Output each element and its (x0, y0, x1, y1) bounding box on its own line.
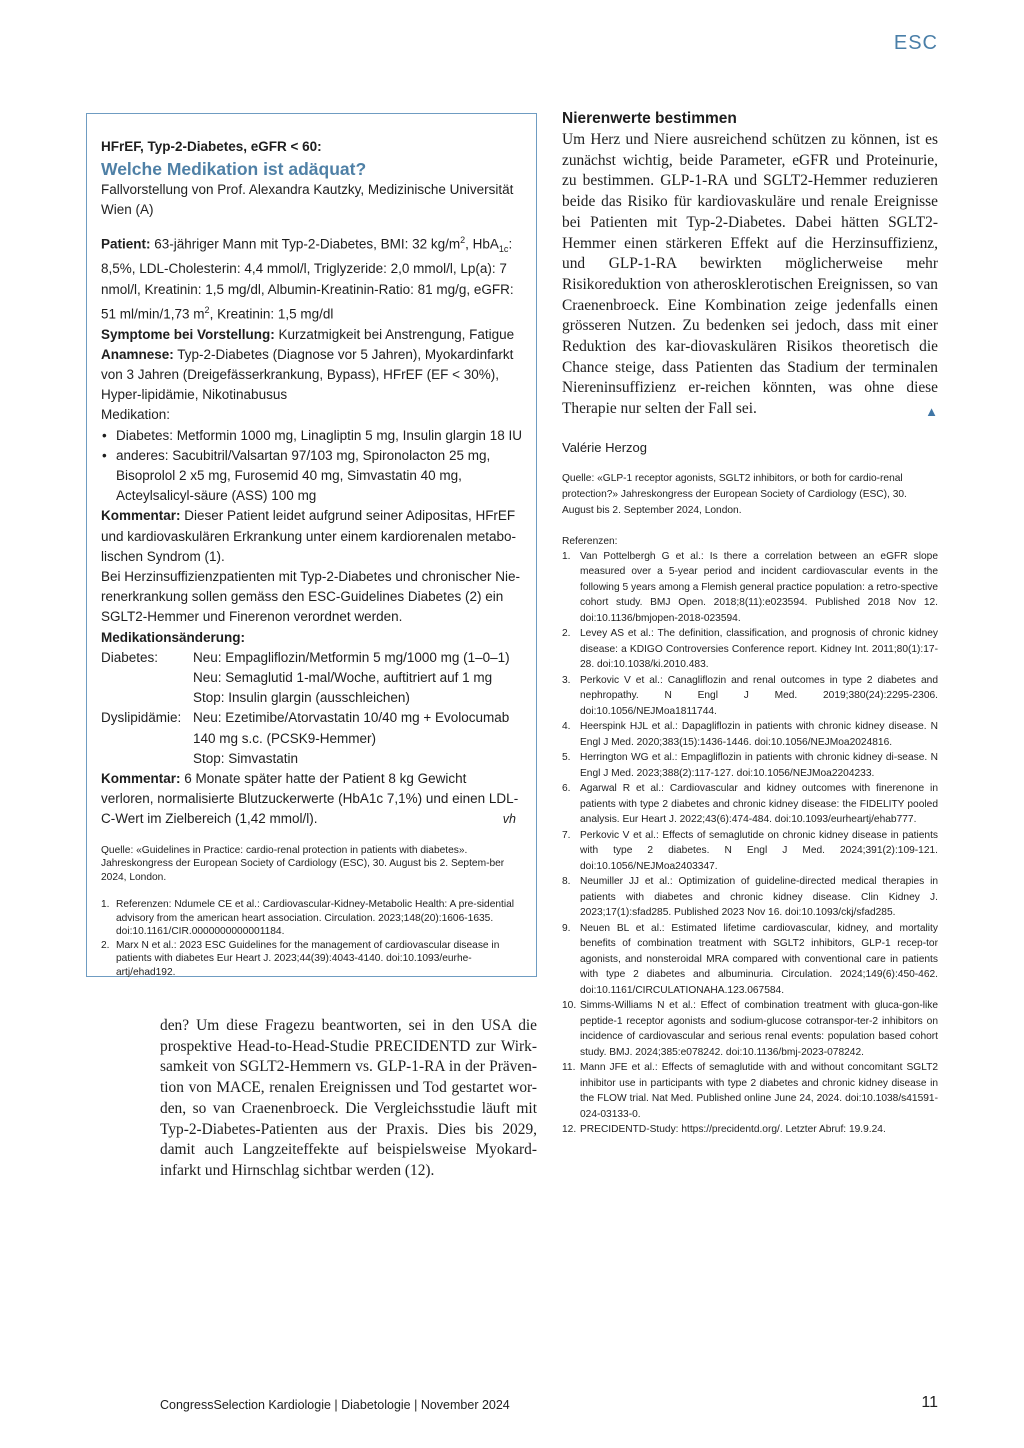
comment-2-label: Kommentar: (101, 770, 181, 786)
reference-text: Neumiller JJ et al.: Optimization of guideline-directed medical therapies in patients with diabetes and chronic kidney disease. Clin Kidney J. 2023;17(1):sfad285. Published 2023 Nov 16. doi:10.1093/ckj/sfad285. (580, 876, 938, 919)
reference-item (562, 874, 938, 921)
change-item: Neu: Semaglutid 1-mal/Woche, auftitriert auf 1 mg (193, 669, 493, 685)
anamnesis-text: Typ-2-Diabetes (Diagnose vor 5 Jahren), Myokardinfarkt von 3 Jahren (Dreigefässerkrankung, Bypass), HFrEF (EF < 30%), Hyper-lipidämie, Nikotinabusus (101, 346, 514, 403)
medication-item: • anderes: Sacubitril/Valsartan 97/103 mg, Spironolacton 25 mg, Bisoprolol 2 x5 mg, Furosemid 40 mg, Simvastatin 40 mg, Acteylsalicyl-säure (ASS) 100 mg (101, 446, 522, 507)
page-number: 11 (921, 1394, 938, 1411)
anamnesis-paragraph (101, 345, 522, 406)
footer-publication: CongressSelection Kardiologie | Diabetologie | November 2024 (160, 1398, 510, 1412)
reference-text: Levey AS et al.: The definition, classification, and prognosis of chronic kidney disease: a KDIGO Controversies Conference report. Kidney Int. 2011;80(1):17-28. doi:10.1038/ki.2010.483. (580, 628, 938, 671)
reference-number: 4. (562, 721, 571, 733)
reference-number: 2. (101, 939, 110, 951)
reference-item (562, 828, 938, 875)
patient-label: Patient: (101, 236, 151, 252)
patient-paragraph (101, 230, 522, 325)
symptoms-label: Symptome bei Vorstellung: (101, 326, 275, 342)
end-mark-icon: ▲ (925, 404, 938, 420)
reference-item (562, 998, 938, 1060)
reference-text: Perkovic V et al.: Canagliflozin and renal outcomes in type 2 diabetes and nephropathy. N Engl J Med. 2019;380(24):2295-2306. doi:10.1056/NEJMoa1811744. (580, 674, 938, 717)
comment-1-label: Kommentar: (101, 508, 181, 524)
reference-text: Mann JFE et al.: Effects of semaglutide with and without concomitant SGLT2 inhibitor use in participants with type 2 diabetes and chronic kidney disease in the FLOW trial. Nat Med. Published online June 24, 2024. doi:10.1038/s41591-024-03133-0. (580, 1062, 938, 1120)
patient-sup-2: 2 (204, 304, 210, 315)
reference-text: Simms-Williams N et al.: Effect of combination treatment with gluca-gon-like peptide-1 receptor agonists and sodium-glucose cotranspor-ter-2 inhibitors on incidence of cardiovascular and serious renal events: population based cohort study. BMJ. 2024;385:e078242. doi:10.1136/bmj-2023-078242. (580, 1000, 938, 1058)
patient-text-a: 63-jähriger Mann mit Typ-2-Diabetes, BMI: 32 kg/m (150, 236, 461, 252)
reference-text: Van Pottelbergh G et al.: Is there a correlation between an eGFR slope measured over a 5-year period and incident cardiovascular events in the following 5 years among a Flemish general practice population: a retro-spective cohort study. BMJ Open. 2018;8(11):e023594. Published 2018 Nov 12. doi:10.1136/bmjopen-2018-023594. (580, 550, 938, 624)
comment-1-paragraph (101, 506, 522, 567)
reference-number: 3. (562, 674, 571, 686)
reference-text: Neuen BL et al.: Estimated lifetime cardiovascular, kidney, and mortality benefits of combination treatment with SGLT2 inhibitors, GLP-1 recep-tor agonists, and nonsteroidal MRA compared with conventional care in patients with type 2 diabetes and albuminuria. Circulation. 2024;149(6):450-462. doi:10.1161/CIRCULATIONAHA.123.067584. (580, 922, 938, 996)
reference-number: 1. (101, 899, 110, 911)
reference-number: 8. (562, 876, 571, 888)
box-references (101, 898, 522, 979)
patient-sup: 2 (460, 235, 466, 245)
case-report-box (86, 113, 537, 977)
reference-item (101, 898, 522, 939)
symptoms-text: Kurzatmigkeit bei Anstrengung, Fatigue (274, 326, 515, 342)
section-body-text: Um Herz und Niere ausreichend schützen zu können, ist es zunächst wichtig, beide Parameter, eGFR und Proteinurie, zu bestimmen. GLP-1-RA und SGLT2-Hemmer reduzieren beide das Risiko für kardiovaskuläre und renale Ereignisse bei Patienten mit Typ-2-Diabetes. Dabei hätten SGLT2-Hemmer einen stärkeren Effekt auf die Herzinsuffizienz, und GLP-1-RA bewirkten möglicherweise mehr Risikoreduktion von atherosklerotischen Ereignissen, so van Craenenbroeck. Eine Kombination zeige jedenfalls einen grösseren Nutzen. Zu bedenken sei jedoch, dass mit einer Reduktion des kar-diovaskulären Risikos theoretisch die Chance steige, dass Patienten das Stadium der terminalen Niereninsuffizienz er-reichen könnten, was ohne diese Therapie nur selten der Fall sei. (562, 131, 938, 418)
anamnesis-label: Anamnese: (101, 346, 174, 362)
reference-text: Herrington WG et al.: Empagliflozin in patients with chronic kidney di-sease. N Engl J Med. 2023;388(2):117-127. doi:10.1056/NEJMoa2204233. (580, 752, 938, 779)
medication-item: • Diabetes: Metformin 1000 mg, Linagliptin 5 mg, Insulin glargin 18 IU (101, 426, 522, 446)
change-item: Neu: Ezetimibe/Atorvastatin 10/40 mg + Evolocumab 140 mg s.c. (PCSK9-Hemmer) (193, 710, 510, 746)
reference-item (562, 781, 938, 828)
guideline-paragraph: Bei Herzinsuffizienzpatienten mit Typ-2-Diabetes und chronischer Nie-renerkrankung sollen gemäss den ESC-Guidelines Diabetes (2) ein SGLT2-Hemmer und Finerenon verordnet werden. (101, 568, 520, 625)
patient-text-d: , Kreatinin: 1,5 mg/dl (209, 306, 334, 322)
reference-item (562, 750, 938, 781)
comment-2-text: 6 Monate später hatte der Patient 8 kg Gewicht verloren, normalisierte Blutzuckerwerte (HbA1c 7,1%) und einen LDL-C-Wert im Zielbereich (1,42 mmol/l). (101, 770, 519, 827)
comment-1-text: Dieser Patient leidet aufgrund seiner Adipositas, HFrEF und kardiovaskulären Erkrankung unter einem kardiorenalen metabo-lischen Syndrom (1). (101, 508, 516, 564)
change-items (193, 708, 522, 769)
case-kicker: HFrEF, Typ-2-Diabetes, eGFR < 60: (101, 139, 322, 154)
change-item: Neu: Empagliflozin/Metformin 5 mg/1000 mg (1–0–1) (193, 649, 510, 665)
patient-text-c: : 8,5%, LDL-Cholesterin: 4,4 mmol/l, Triglyzeride: 2,0 mmol/l, Lp(a): 7 nmol/l, Kreatinin: 1,5 mg/dl, Albumin-Kreatinin-Ratio: 81 mg/g, eGFR: 51 ml/min/1,73 m (101, 236, 514, 322)
reference-item (101, 939, 522, 980)
reference-text: Perkovic V et al.: Effects of semaglutide on chronic kidney disease in patients with type 2 diabetes. N Engl J Med. 2024;391(2):109-121. doi:10.1056/NEJMoa2403347. (580, 829, 938, 872)
continued-paragraph: den? Um diese Fragezu beantworten, sei in den USA die prospektive Head-to-Head-Studie PRECIDENTD zur Wirk-samkeit von SGLT2-Hemmern vs. GLP-1-RA in der Präven-tion von MACE, renalen Ereignissen und Tod gestartet wor-den, so van Craenenbroeck. Die Vergleichsstudie läuft mit Typ-2-Diabetes-Patienten aus der Praxis. Dies bis 2029, damit auch Langzeiteffekte auf beispielsweise Myokard-infarkt und Hirnschlag sichtbar werden (12). (160, 1017, 537, 1179)
medication-label: Medikation: (101, 407, 171, 423)
reference-text: PRECIDENTD-Study: https://precidentd.org/. Letzter Abruf: 19.9.24. (580, 1124, 886, 1136)
references-list (562, 549, 938, 1138)
author-signature: vh (502, 812, 516, 827)
section-tag: ESC (893, 32, 938, 54)
reference-item (562, 1060, 938, 1122)
reference-item (562, 1122, 938, 1138)
change-item: Stop: Simvastatin (193, 750, 299, 766)
comment-2-paragraph (101, 769, 522, 830)
change-row-diabetes (101, 648, 522, 709)
reference-text: Agarwal R et al.: Cardiovascular and kidney outcomes with finerenone in patients with type 2 diabetes and chronic kidney disease: the FIDELITY pooled analysis. Eur Heart J. 2022;43(6):474-484. doi:10.1093/eurheartj/ehab777. (580, 783, 938, 826)
reference-item (562, 921, 938, 999)
box-source: Quelle: «Guidelines in Practice: cardio-renal protection in patients with diabetes». Jahreskongress der European Society of Cardiology (ESC), 30. August bis 2. Septem-ber 2024, London. (101, 844, 505, 883)
reference-number: 5. (562, 752, 571, 764)
patient-sub: 1c (498, 244, 509, 255)
reference-number: 7. (562, 829, 571, 841)
case-presenter: Fallvorstellung von Prof. Alexandra Kautzky, Medizinische Universität Wien (A) (101, 182, 514, 217)
change-row-dyslipidemia (101, 708, 522, 769)
change-category: Dyslipidämie: (101, 710, 182, 726)
reference-item (562, 719, 938, 750)
reference-text: Marx N et al.: 2023 ESC Guidelines for the management of cardiovascular disease in patients with diabetes Eur Heart J. 2023;44(39):4043-4140. doi:10.1093/eurhe-artj/ehad192. (116, 939, 500, 978)
change-items (193, 648, 522, 709)
section-heading: Nierenwerte bestimmen (562, 110, 737, 127)
medication-list (101, 426, 522, 507)
reference-number: 2. (562, 628, 571, 640)
section-body (562, 130, 938, 420)
case-title: Welche Medikation ist adäquat? (101, 159, 367, 179)
case-body (101, 230, 522, 830)
patient-text-b: , HbA (465, 236, 499, 252)
changes-label (101, 628, 522, 648)
reference-number: 10. (562, 1000, 577, 1012)
reference-number: 1. (562, 550, 571, 562)
reference-item (562, 549, 938, 627)
changes-label-text: Medikationsänderung: (101, 629, 246, 645)
references-title: Referenzen: (562, 535, 618, 547)
reference-number: 11. (562, 1062, 576, 1074)
change-item: Stop: Insulin glargin (ausschleichen) (193, 690, 410, 706)
reference-item (562, 673, 938, 720)
reference-number: 12. (562, 1124, 577, 1136)
reference-item (562, 626, 938, 673)
reference-text: Heerspink HJL et al.: Dapagliflozin in patients with chronic kidney disease. N Engl J Med. 2020;383(15):1436-1446. doi:10.1056/NEJMoa2024816. (580, 721, 938, 748)
change-category: Diabetes: (101, 649, 159, 665)
symptoms-paragraph (101, 325, 522, 345)
reference-number: 9. (562, 922, 571, 934)
right-column (562, 109, 938, 1138)
article-source: Quelle: «GLP-1 receptor agonists, SGLT2 inhibitors, or both for cardio-renal protection?» Jahreskongress der European Society of Cardiology (ESC), 30. August bis 2. September 2024, London. (562, 472, 907, 516)
reference-text: Referenzen: Ndumele CE et al.: Cardiovascular-Kidney-Metabolic Health: A pre-sidential advisory from the american heart association. Circulation. 2023;148(20):1606-1635. doi:10.1161/CIR.0000000000001184. (116, 899, 515, 938)
reference-number: 6. (562, 783, 571, 795)
article-author: Valérie Herzog (562, 439, 648, 455)
